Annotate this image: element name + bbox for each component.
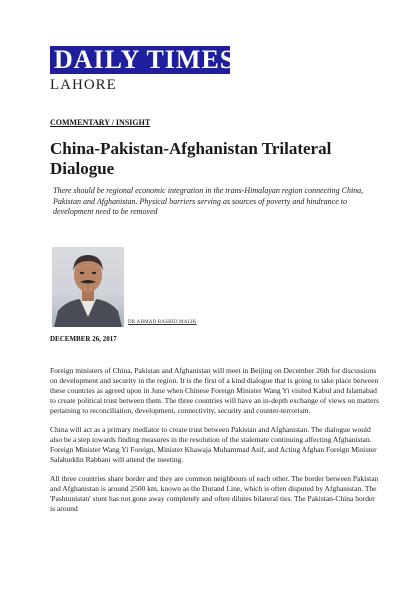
- masthead-city: LAHORE: [50, 77, 117, 93]
- author-caption: DR AHMAD RASHID MALIK: [128, 320, 197, 325]
- article-paragraph: China will act as a primary mediator to create trust between Pakistan and Afghanistan. The dialogue would also be a step towards finding measures in the resolution of the stalemate continuing affecting Afghanistan. Foreign Minister Wang Yi Foreign, Minister Khawaja Muhammad Asif, and Acting Afghan Foreign Minister Salahuddin Rabbani will attend the meeting.: [50, 425, 377, 464]
- article-body: [50, 366, 380, 523]
- article-paragraph: All three countries share border and they are common neighbours of each other. The border between Pakistan and Afghanistan is around 2500 km, known as the Durand Line, which is often disputed by Afghanistan. The 'Pashtunistan' stunt has not gone away completely and often dilutes bilateral ties. The Pakistan-China border is around: [50, 474, 379, 513]
- article-title: China-Pakistan-Afghanistan Trilateral Dialogue: [50, 139, 332, 178]
- author-portrait-icon: [52, 247, 124, 327]
- author-photo: [52, 247, 124, 327]
- masthead-logo: DAILY TIMES: [50, 46, 230, 74]
- section-label: COMMENTARY / INSIGHT: [50, 118, 151, 127]
- article-standfirst: There should be regional economic integration in the trans-Himalayan region connecting China, Pakistan and Afghanistan. Physical barriers serving as sources of poverty and hindrance to development need to be removed: [53, 186, 364, 216]
- article-paragraph: Foreign ministers of China, Pakistan and Afghanistan will meet in Beijing on December 26th for discussions on development and security in the region. It is the first of a kind dialogue that is going to take place between these countries as agreed upon in June when Chinese Foreign Minister Wang Yi visited Kabul and Islamabad to create political trust between them. The three countries will have an in-depth exchange of views on matters pertaining to reconciliation, development, connectivity, security and counter-terrorism.: [50, 366, 379, 415]
- article-date: DECEMBER 26, 2017: [50, 335, 117, 343]
